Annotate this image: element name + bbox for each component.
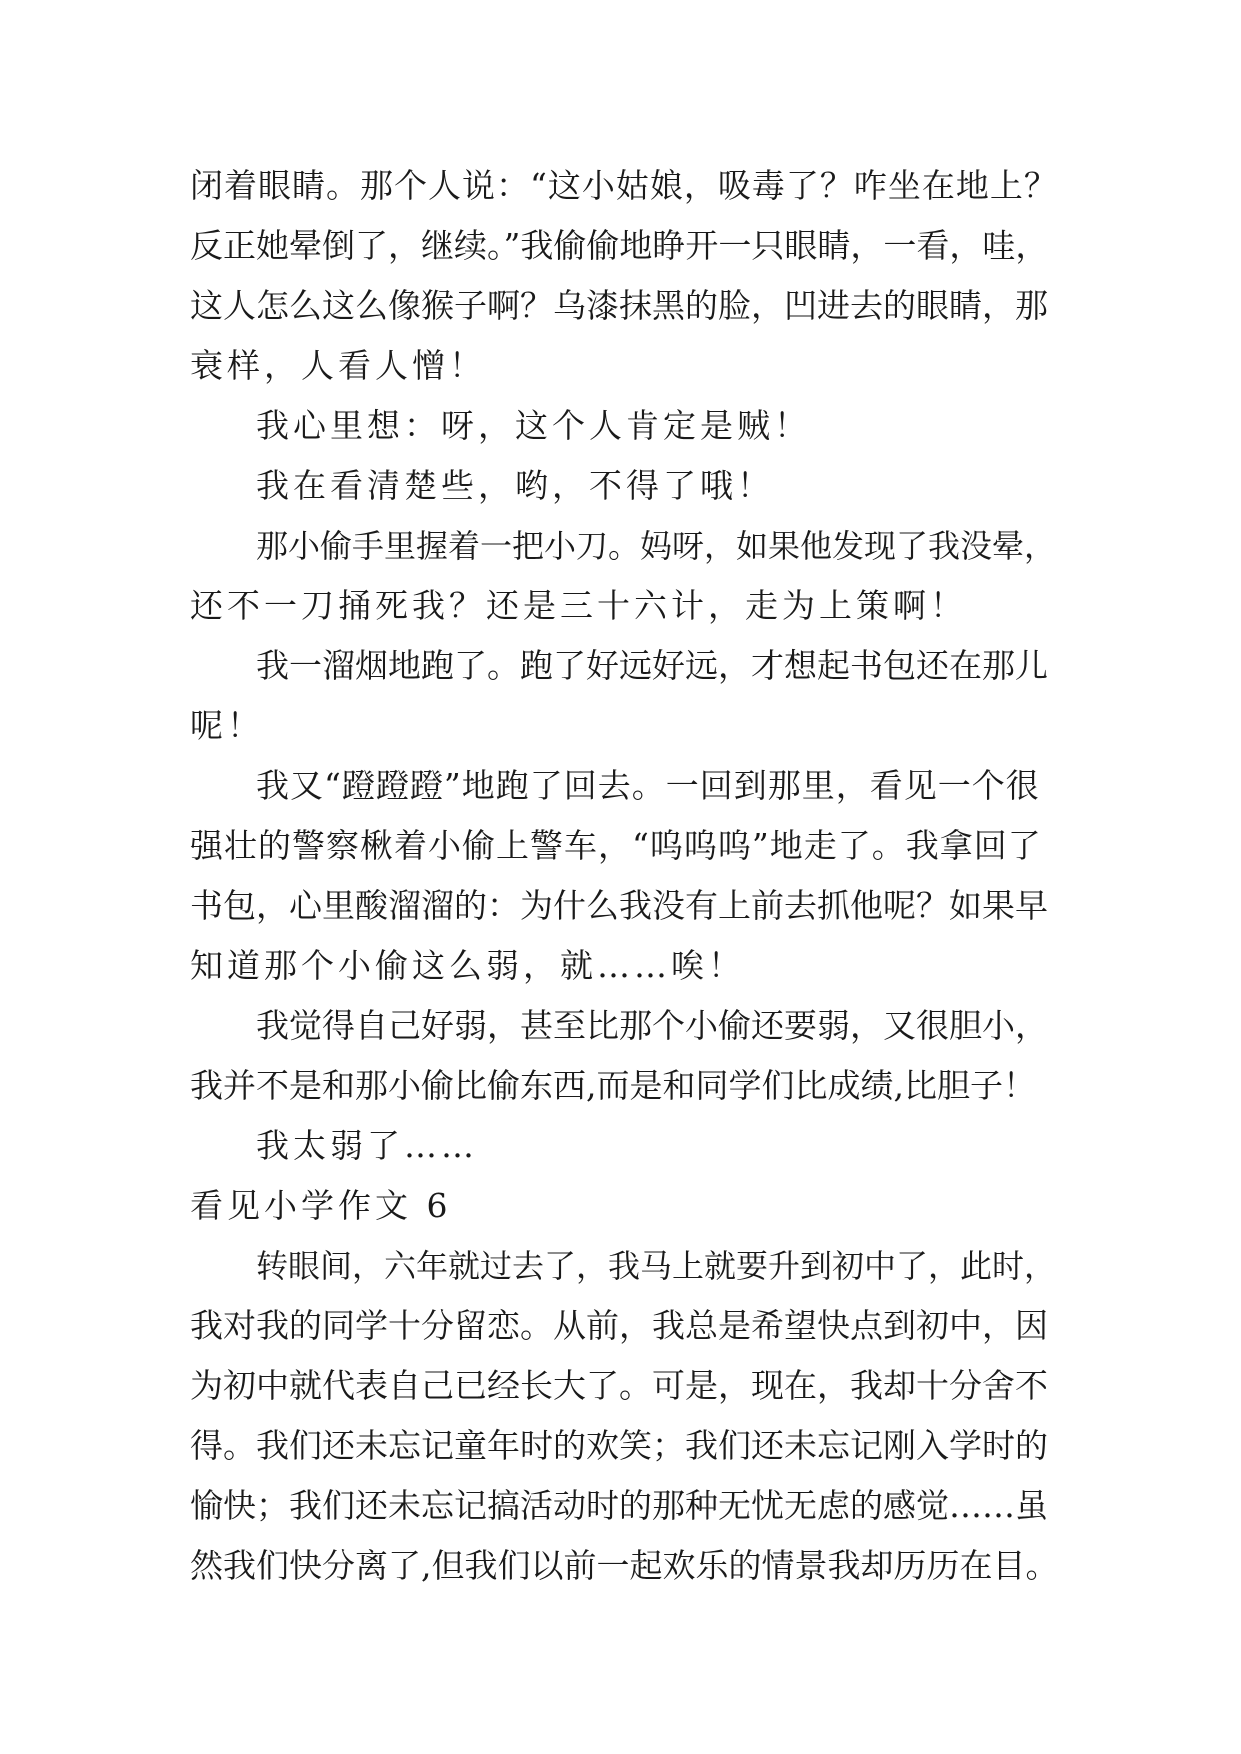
paragraph-line: 呢！	[190, 706, 264, 745]
paragraph-line: 我在看清楚些，哟，不得了哦！	[256, 466, 774, 505]
paragraph-line: 闭着眼睛。那个人说：“这小姑娘，吸毒了？咋坐在地上？	[190, 166, 1058, 205]
paragraph-line: 我又“蹬蹬蹬”地跑了回去。一回到那里，看见一个很	[256, 766, 1040, 805]
paragraph-line: 书包，心里酸溜溜的：为什么我没有上前去抓他呢？如果早	[190, 886, 1048, 925]
paragraph-line: 反正她晕倒了，继续。”我偷偷地睁开一只眼睛，一看，哇，	[190, 226, 1049, 265]
paragraph-line: 我并不是和那小偷比偷东西,而是和同学们比成绩,比胆子！	[190, 1066, 1036, 1105]
paragraph-line: 那小偷手里握着一把小刀。妈呀，如果他发现了我没晕，	[256, 527, 1057, 565]
paragraph-line: 我太弱了……	[256, 1126, 478, 1165]
paragraph-line: 衰样，人看人憎！	[190, 346, 486, 385]
paragraph-line: 还不一刀捅死我？还是三十六计，走为上策啊！	[190, 586, 967, 625]
paragraph-line: 转眼间，六年就过去了，我马上就要升到初中了，此时，	[256, 1247, 1057, 1285]
paragraph-line: 强壮的警察楸着小偷上警车，“呜呜呜”地走了。我拿回了	[190, 826, 1042, 865]
paragraph-line: 我心里想：呀，这个人肯定是贼！	[256, 406, 811, 445]
paragraph-line: 我一溜烟地跑了。跑了好远好远，才想起书包还在那儿	[256, 646, 1048, 685]
paragraph-line: 知道那个小偷这么弱，就……唉！	[190, 946, 745, 985]
paragraph-line: 我觉得自己好弱，甚至比那个小偷还要弱，又很胆小，	[256, 1006, 1048, 1045]
paragraph-line: 我对我的同学十分留恋。从前，我总是希望快点到初中，因	[190, 1306, 1048, 1345]
section-heading: 看见小学作文 6	[190, 1186, 452, 1225]
paragraph-line: 得。我们还未忘记童年时的欢笑；我们还未忘记刚入学时的	[190, 1426, 1048, 1465]
paragraph-line: 为初中就代表自己已经长大了。可是，现在，我却十分舍不	[190, 1366, 1048, 1405]
paragraph-line: 愉快；我们还未忘记搞活动时的那种无忧无虑的感觉……虽	[190, 1486, 1048, 1525]
paragraph-line: 然我们快分离了,但我们以前一起欢乐的情景我却历历在目。	[190, 1546, 1059, 1585]
paragraph-line: 这人怎么这么像猴子啊？乌漆抹黑的脸，凹进去的眼睛，那	[190, 286, 1048, 325]
